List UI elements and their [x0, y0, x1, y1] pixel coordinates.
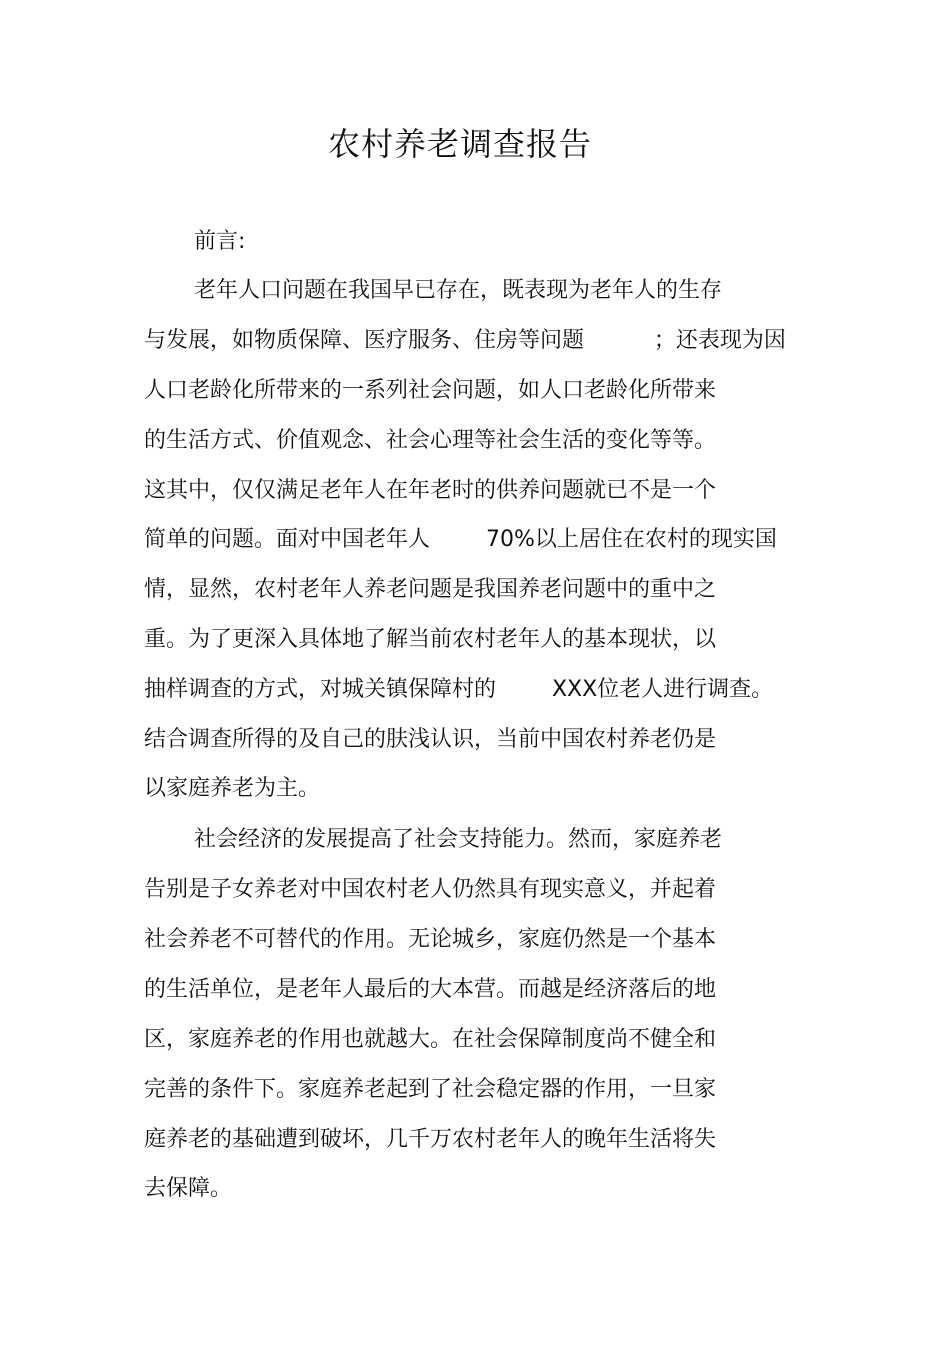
paragraph-line: 去保障。	[144, 1176, 233, 1201]
paragraph-line: 的生活单位，是老年人最后的大本营。而越是经济落后的地	[144, 977, 717, 1002]
paragraph-line: 区，家庭养老的作用也就越大。在社会保障制度尚不健全和	[144, 1027, 717, 1052]
paragraph-line: 告别是子女养老对中国农村老人仍然具有现实意义，并起着	[144, 877, 717, 902]
paragraph-line: 社会经济的发展提高了社会支持能力。然而，家庭养老	[194, 827, 723, 852]
paragraph-line: 的生活方式、价值观念、社会心理等社会生活的变化等等。	[144, 428, 717, 453]
paragraph-line: 简单的问题。面对中国老年人 70%以上居住在农村的现实国	[144, 527, 777, 552]
preface-heading: 前言:	[194, 229, 246, 254]
paragraph-line: 重。为了更深入具体地了解当前农村老年人的基本现状，以	[144, 627, 717, 652]
paragraph-line: 抽样调查的方式，对城关镇保障村的 XXX位老人进行调查。	[144, 677, 774, 702]
paragraph-line: 完善的条件下。家庭养老起到了社会稳定器的作用，一旦家	[144, 1077, 717, 1102]
paragraph-line: 结合调查所得的及自己的肤浅认识，当前中国农村养老仍是	[144, 727, 717, 752]
paragraph-line: 人口老龄化所带来的一系列社会问题，如人口老龄化所带来	[144, 378, 717, 403]
document-title: 农村养老调查报告	[327, 125, 592, 163]
paragraph-line: 以家庭养老为主。	[144, 776, 321, 801]
paragraph-line: 社会养老不可替代的作用。无论城乡，家庭仍然是一个基本	[144, 927, 717, 952]
paragraph-line: 情，显然，农村老年人养老问题是我国养老问题中的重中之	[144, 577, 717, 602]
paragraph-line: 与发展，如物质保障、医疗服务、住房等问题 ；还表现为因	[144, 328, 786, 353]
paragraph-line: 这其中，仅仅满足老年人在年老时的供养问题就已不是一个	[144, 478, 717, 503]
paragraph-line: 庭养老的基础遭到破坏，几千万农村老年人的晚年生活将失	[144, 1127, 717, 1152]
paragraph-line: 老年人口问题在我国早已存在，既表现为老年人的生存	[194, 278, 723, 303]
